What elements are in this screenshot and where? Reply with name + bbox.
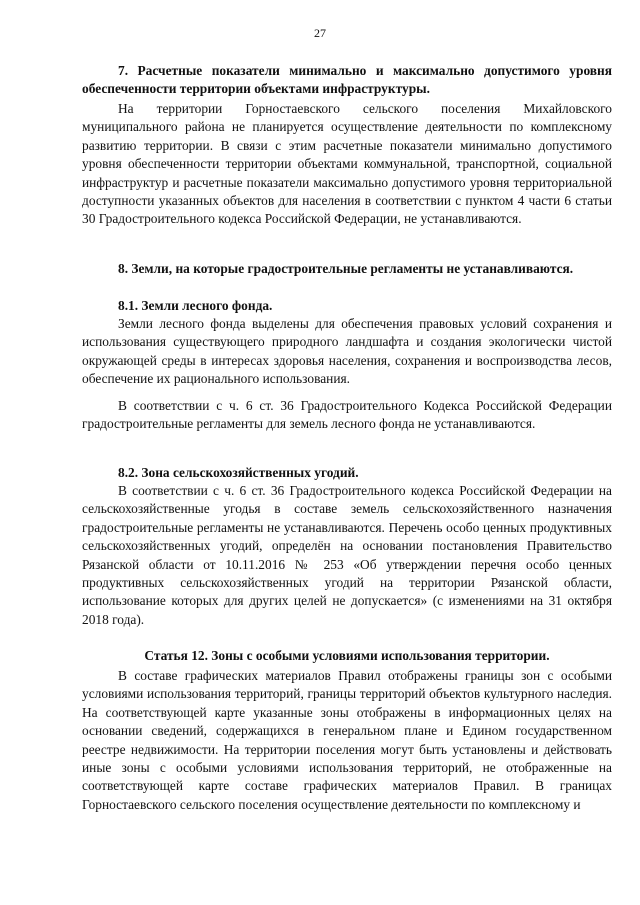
section-7-heading: 7. Расчетные показатели минимально и максимально допустимого уровня обеспеченности территории объектами инфраструктуры. [82,63,612,97]
section-8-1-heading: 8.1. Земли лесного фонда. [118,298,273,313]
section-8-1-paragraph-1: Земли лесного фонда выделены для обеспечения правовых условий сохранения и использования существующего природного ландшафта и создания экологически чистой окружающей среды в интересах здоровья населения, сохранения и воспроизводства лесов, обеспечение их рационального использования. [82,316,612,387]
article-12-paragraph: В составе графических материалов Правил отображены границы зон с особыми условиями использования территорий, границы территорий объектов культурного наследия. На соответствующей карте указанные зоны отображены в информационных целях на основании сведений, содержащихся в генеральном плане и Едином государственном реестре недвижимости. На территории поселения могут быть установлены и действовать иные зоны с особыми условиями использования территорий, не отображенные на соответствующей карте составе графических материалов Правил. В границах Горностаевского сельского поселения осуществление деятельности по комплексному и [82,668,612,812]
section-8-2-heading: 8.2. Зона сельскохозяйственных угодий. [118,465,359,480]
section-8-heading: 8. Земли, на которые градостроительные регламенты не устанавливаются. [118,261,574,276]
section-8-1-paragraph-2: В соответствии с ч. 6 ст. 36 Градостроительного Кодекса Российской Федерации градостроительные регламенты для земель лесного фонда не устанавливаются. [82,398,612,432]
section-7-paragraph: На территории Горностаевского сельского поселения Михайловского муниципального района не планируется осуществление деятельности по комплексному развитию территории. В связи с этим расчетные показатели минимально допустимого уровня обеспеченности территории объектами коммунальной, транспортной, социальной инфраструктур и расчетные показатели максимально допустимого уровня территориальной доступности указанных объектов для населения в соответствии с пунктом 4 части 6 статьи 30 Градостроительного кодекса Российской Федерации, не устанавливаются. [82,101,612,227]
page-number: 27 [314,26,326,40]
section-8-2-paragraph: В соответствии с ч. 6 ст. 36 Градостроительного кодекса Российской Федерации на сельскохозяйственные угодья в составе земель сельскохозяйственного назначения градостроительные регламенты не устанавливаются. Перечень особо ценных продуктивных сельскохозяйственных угодий, определён на основании постановления Правительство Рязанской области от 10.11.2016 № 253 «Об утверждении перечня особо ценных продуктивных сельскохозяйственных угодий на территории Рязанской области, использование которых для других целей не допускается» (с изменениями на 31 октября 2018 года). [82,483,612,627]
article-12-heading: Статья 12. Зоны с особыми условиями использования территории. [144,648,550,663]
